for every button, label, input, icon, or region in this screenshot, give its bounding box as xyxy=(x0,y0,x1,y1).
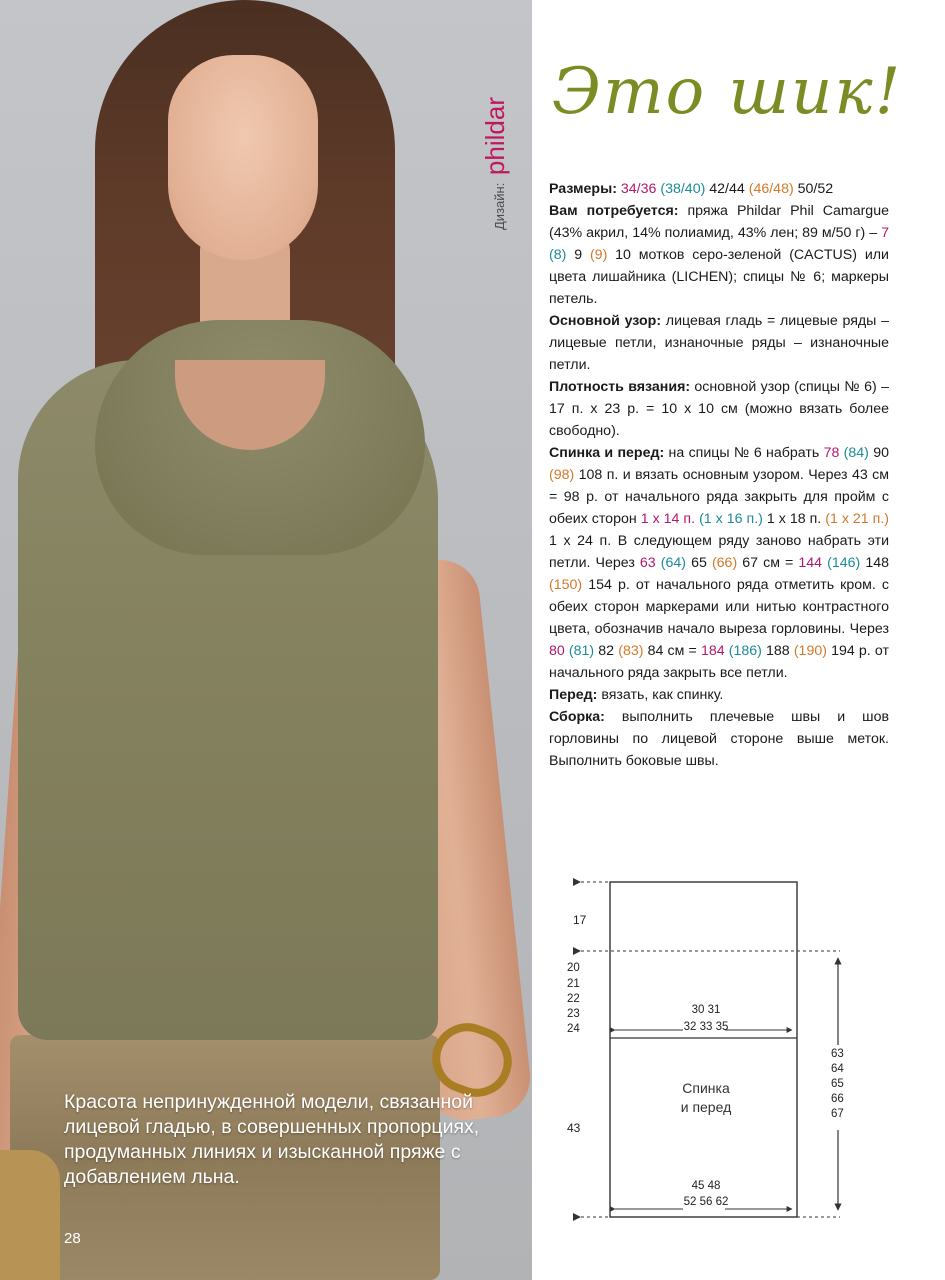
page-title: Это шик! xyxy=(552,55,903,129)
right-height-label-5: 67 xyxy=(831,1108,844,1120)
armhole-size-4: (1 х 21 п.) xyxy=(825,511,890,527)
armhole-size-2: (1 х 16 п.) xyxy=(699,511,763,527)
upper-width-label-2: 32 33 35 xyxy=(683,1021,729,1033)
left-mid-label-4: 23 xyxy=(567,1008,580,1020)
height-size-4: (66) xyxy=(711,555,738,571)
skeins-size-5: 10 xyxy=(615,247,631,263)
assembly-label: Сборка: xyxy=(549,709,605,725)
left-bottom-label: 43 xyxy=(567,1121,581,1135)
piece-outline xyxy=(610,882,797,1217)
photo-caption: Красота непринужденной модели, связанной лицевой гладью, в совершенных пропорциях, продуманных линиях и изысканной пряже с добавлением льна. xyxy=(64,1091,480,1188)
front-text: вязать, как спинку. xyxy=(601,687,724,703)
bind-off-rows-size-5: 194 xyxy=(831,643,855,659)
straw-bag xyxy=(0,1150,60,1280)
cast-on-size-4: (98) xyxy=(549,467,575,483)
piece-name-line-2: и перед xyxy=(680,1099,732,1115)
back-front-t5: р. от начального ряда отметить кром. с обеих сторон маркерами или нитью контрастного цвета, обозначив начало выреза горловины. Через xyxy=(549,577,890,637)
skeins-size-4: (9) xyxy=(589,247,608,263)
armhole-size-5: 1 х 24 п. xyxy=(549,533,612,549)
bind-off-rows-size-2: (186) xyxy=(728,643,762,659)
bind-off-rows-size-1: 184 xyxy=(700,643,725,659)
total-height-size-4: (83) xyxy=(618,643,644,659)
left-mid-label-3: 22 xyxy=(567,993,580,1005)
left-top-label: 17 xyxy=(573,913,587,927)
size-2: (38/40) xyxy=(660,181,706,197)
bind-off-rows-size-4: (190) xyxy=(793,643,827,659)
piece-name-line-1: Спинка xyxy=(682,1080,730,1096)
stitch-paragraph xyxy=(549,310,889,376)
lower-width-label-1: 45 48 xyxy=(691,1180,721,1192)
skeins-size-1: 7 xyxy=(881,225,889,241)
stitch-text: лицевая гладь = лицевые ряды – лицевые петли, изнаночные ряды – изнаночные петли. xyxy=(549,313,889,373)
cast-on-size-2: (84) xyxy=(843,445,869,461)
total-height-size-2: (81) xyxy=(568,643,595,659)
right-height-label-4: 66 xyxy=(831,1093,844,1105)
height-size-3: 65 xyxy=(691,555,707,571)
cast-on-size-3: 90 xyxy=(873,445,890,461)
materials-label: Вам потребуется: xyxy=(549,203,679,219)
back-front-label: Спинка и перед: xyxy=(549,445,665,461)
height-size-5: 67 xyxy=(742,555,759,571)
left-mid-label-5: 24 xyxy=(567,1023,580,1035)
total-height-size-1: 80 xyxy=(549,643,565,659)
back-front-t1: на спицы № 6 набрать xyxy=(668,445,820,461)
page-number: 28 xyxy=(64,1230,81,1247)
materials-text-a: пряжа Phildar Phil Camargue (43% акрил, 14% полиамид, 43% лен; 89 м/50 г) – xyxy=(549,203,889,241)
sizes-paragraph xyxy=(549,178,889,200)
right-height-label-2: 64 xyxy=(831,1063,844,1075)
armhole-size-3: 1 х 18 п. xyxy=(766,511,822,527)
gauge-paragraph xyxy=(549,376,889,442)
front-paragraph xyxy=(549,684,889,706)
left-bottom-arrow-head xyxy=(573,1213,581,1221)
assembly-paragraph xyxy=(549,706,889,772)
upper-width-label-1: 30 31 xyxy=(691,1004,721,1016)
rows-size-2: (146) xyxy=(827,555,861,571)
skeins-size-3: 9 xyxy=(574,247,583,263)
skeins-size-2: (8) xyxy=(549,247,567,263)
back-front-t4: см = xyxy=(763,555,794,571)
pattern-schematic xyxy=(555,870,895,1230)
designer-label: Дизайн: xyxy=(492,182,507,230)
back-front-t7: р. от начального ряда закрыть все петли. xyxy=(549,643,889,681)
left-mid-arrow-head xyxy=(573,947,581,955)
designer-credit xyxy=(470,60,520,230)
armhole-size-1: 1 х 14 п. xyxy=(640,511,696,527)
total-height-size-3: 82 xyxy=(598,643,615,659)
size-1: 34/36 xyxy=(620,181,657,197)
back-front-t3: В следующем ряду заново набрать эти петли. Через xyxy=(549,533,889,571)
rows-size-4: (150) xyxy=(549,577,583,593)
gauge-text: основной узор (спицы № 6) – 17 п. х 23 р. = 10 х 10 см (можно вязать более свободно). xyxy=(549,379,889,439)
right-height-label-1: 63 xyxy=(831,1048,844,1060)
rows-size-5: 154 xyxy=(588,577,612,593)
gauge-label: Плотность вязания: xyxy=(549,379,691,395)
stitch-label: Основной узор: xyxy=(549,313,662,329)
lower-width-label-2: 52 56 62 xyxy=(683,1196,729,1208)
materials-text-b: мотков серо-зеленой (CACTUS) или цвета лишайника (LICHEN); спицы № 6; маркеры петель. xyxy=(549,247,889,307)
rows-size-3: 148 xyxy=(865,555,890,571)
assembly-text: выполнить плечевые швы и шов горловины по лицевой стороне выше меток. Выполнить боковые швы. xyxy=(549,709,889,769)
designer-brand: phildar xyxy=(480,97,510,176)
pattern-instructions xyxy=(549,178,889,772)
bind-off-rows-size-3: 188 xyxy=(766,643,790,659)
size-5: 50/52 xyxy=(797,181,834,197)
height-size-2: (64) xyxy=(660,555,686,571)
size-4: (46/48) xyxy=(748,181,794,197)
right-height-label-3: 65 xyxy=(831,1078,844,1090)
model-face xyxy=(168,55,318,260)
left-mid-label-2: 21 xyxy=(567,978,580,990)
sizes-label: Размеры: xyxy=(549,181,617,197)
back-front-t6: см = xyxy=(667,643,697,659)
cast-on-size-1: 78 xyxy=(823,445,840,461)
total-height-size-5: 84 xyxy=(647,643,664,659)
back-front-t2: п. и вязать основным узором. Через 43 см = 98 р. от начального ряда закрыть для пройм с обеих сторон xyxy=(549,467,889,527)
front-label: Перед: xyxy=(549,687,598,703)
rows-size-1: 144 xyxy=(798,555,823,571)
cast-on-size-5: 108 xyxy=(578,467,603,483)
height-size-1: 63 xyxy=(639,555,656,571)
materials-paragraph xyxy=(549,200,889,310)
left-mid-label-1: 20 xyxy=(567,962,580,974)
back-front-paragraph xyxy=(549,442,889,684)
left-top-arrow-head xyxy=(573,878,581,886)
size-3: 42/44 xyxy=(709,181,745,197)
